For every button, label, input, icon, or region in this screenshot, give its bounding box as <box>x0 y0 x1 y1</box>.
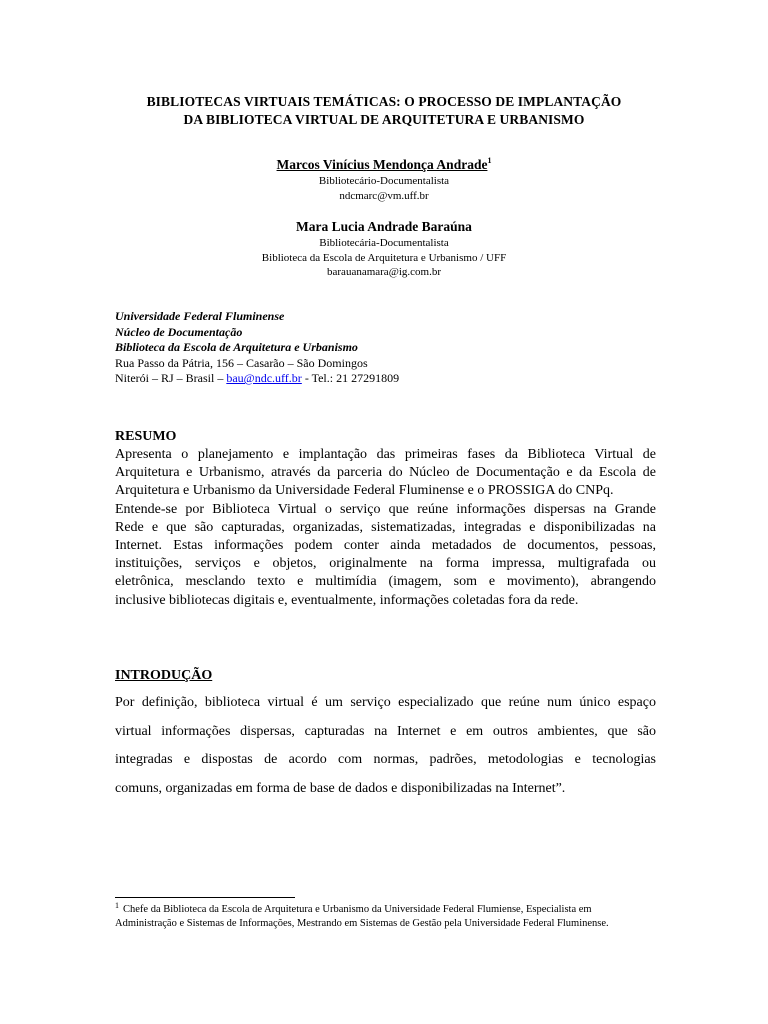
introducao-heading: INTRODUÇÃO <box>115 668 213 683</box>
introducao-body <box>115 689 656 803</box>
resumo-line: Arquitetura e Urbanismo, através da parceria do Núcleo de Documentação e da Escola de <box>115 465 656 481</box>
resumo-line: Arquitetura e Urbanismo da Universidade Federal Fluminense e o PROSSIGA do CNPq. <box>115 483 614 499</box>
author-2-email: barauanamara@ig.com.br <box>327 266 441 278</box>
resumo-line: Rede e que são capturadas, organizadas, sistematizadas, integradas e disponibilizadas na <box>115 519 656 535</box>
institution-nucleo: Núcleo de Documentação <box>115 324 243 339</box>
institution-university: Universidade Federal Fluminense <box>115 309 285 323</box>
author-2-name: Mara Lucia Andrade Baraúna <box>296 219 472 234</box>
resumo-line: instituições, serviços e objetos, originalmente na forma impressa, multigrafada ou <box>115 556 656 572</box>
author-2 <box>100 218 668 280</box>
resumo-body <box>115 446 656 610</box>
title-line-2: DA BIBLIOTECA VIRTUAL DE ARQUITETURA E URBANISMO <box>183 112 585 127</box>
footnote-line-2: Administração e Sistemas de Informações, Mestrando em Sistemas de Gestão pela Universidade Federal Fluminense. <box>115 918 609 929</box>
title-line-1: BIBLIOTECAS VIRTUAIS TEMÁTICAS: O PROCESSO DE IMPLANTAÇÃO <box>146 94 622 109</box>
institution-address: Rua Passo da Pátria, 156 – Casarão – São Domingos <box>115 355 368 370</box>
footnote-line-1: Chefe da Biblioteca da Escola de Arquitetura e Urbanismo da Universidade Federal Flumiense, Especialista em <box>123 904 592 915</box>
footnote-divider <box>115 897 295 898</box>
resumo-line: Internet. Estas informações podem conter ainda metadados de documentos, pessoas, <box>115 538 656 554</box>
author-1-name: Marcos Vinícius Mendonça Andrade$^1$ <box>276 156 492 172</box>
introducao-line: virtual informações dispersas, capturadas na Internet e em outros ambientes, que são <box>115 723 656 739</box>
institution-email-link[interactable]: bau@ndc.uff.br <box>226 371 302 385</box>
institution-block <box>115 309 675 387</box>
author-1-footnote-mark: 1 <box>487 156 492 165</box>
institution-biblioteca: Biblioteca da Escola de Arquitetura e Urbanismo <box>115 340 358 354</box>
resumo-line: inclusive bibliotecas digitais e, eventualmente, informações coletadas fora da rede. <box>115 592 579 608</box>
introducao-line: comuns, organizadas em forma de base de dados e disponibilizadas na Internet”. <box>115 780 566 796</box>
resumo-heading: RESUMO <box>115 429 177 444</box>
footnote <box>115 903 660 931</box>
resumo-line: Apresenta o planejamento e implantação das primeiras fases da Biblioteca Virtual de <box>115 447 656 462</box>
author-2-role: Bibliotecária-Documentalista <box>319 237 449 249</box>
author-2-affiliation: Biblioteca da Escola de Arquitetura e Urbanismo / UFF <box>261 251 507 264</box>
introducao-line: integradas e dispostas de acordo com normas, padrões, metodologias e tecnologias <box>115 752 656 768</box>
resumo-line: Entende-se por Biblioteca Virtual o serviço que reúne informações dispersas na Grande <box>115 501 656 517</box>
author-1-role: Bibliotecário-Documentalista <box>318 175 450 187</box>
footnote-mark: 1 <box>115 901 119 910</box>
author-1-email: ndcmarc@vm.uff.br <box>339 189 429 202</box>
paper-title <box>100 93 668 129</box>
introducao-line: Por definição, biblioteca virtual é um serviço especializado que reúne num único espaço <box>115 695 656 710</box>
author-1 <box>100 156 668 203</box>
resumo-line: eletrônica, mesclando texto e multimídia (imagem, som e movimento), abrangendo <box>115 574 656 590</box>
institution-contact: Niterói – RJ – Brasil – bau@ndc.uff.br - Tel.: 21 27291809 <box>115 371 400 385</box>
